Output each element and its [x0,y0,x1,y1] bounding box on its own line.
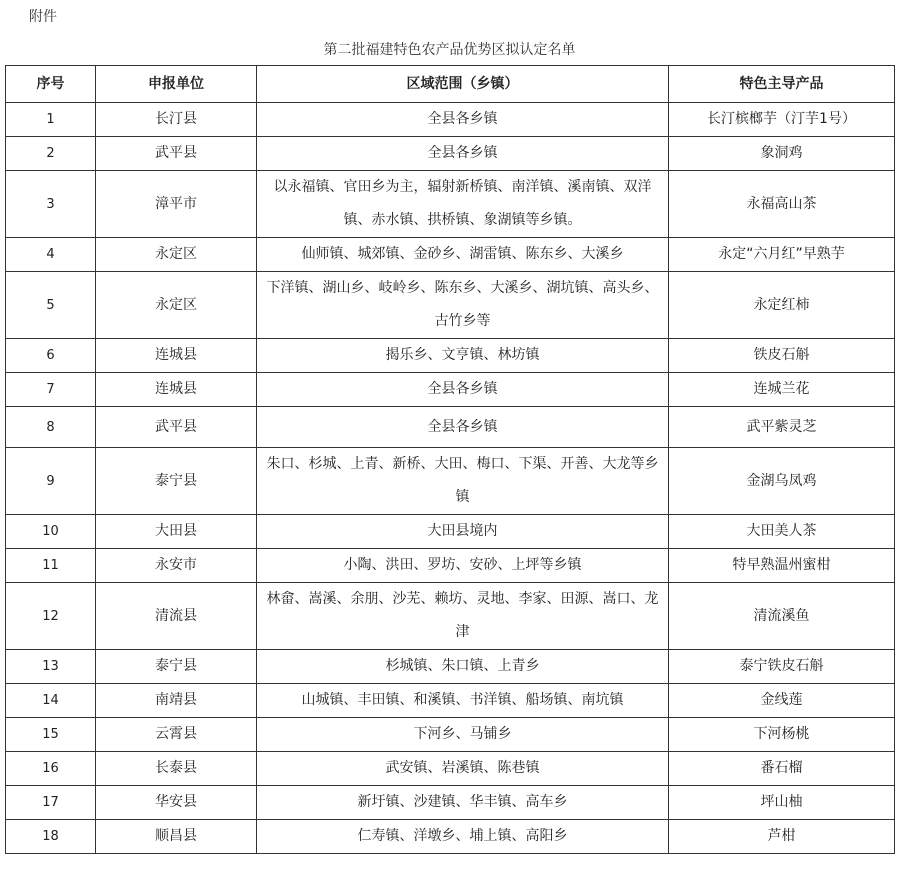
cell-product: 武平紫灵芝 [669,407,895,448]
cell-area: 以永福镇、官田乡为主，辐射新桥镇、南洋镇、溪南镇、双洋镇、赤水镇、拱桥镇、象湖镇等乡镇。 [257,171,669,238]
cell-product: 永福高山茶 [669,171,895,238]
cell-product: 永定“六月红”早熟芋 [669,238,895,272]
cell-no: 15 [6,718,96,752]
cell-no: 17 [6,786,96,820]
cell-no: 16 [6,752,96,786]
cell-no: 13 [6,650,96,684]
cell-product: 铁皮石斛 [669,339,895,373]
cell-area: 揭乐乡、文亨镇、林坊镇 [257,339,669,373]
document-title: 第二批福建特色农产品优势区拟认定名单 [323,42,576,58]
table-row [6,238,895,272]
cell-product: 芦柑 [669,820,895,854]
cell-unit: 连城县 [96,339,257,373]
table-row [6,272,895,339]
table-row [6,339,895,373]
cell-no: 7 [6,373,96,407]
cell-product: 下河杨桃 [669,718,895,752]
cell-no: 5 [6,272,96,339]
cell-area: 大田县境内 [257,515,669,549]
cell-area: 下河乡、马铺乡 [257,718,669,752]
cell-unit: 永定区 [96,272,257,339]
cell-product: 清流溪鱼 [669,583,895,650]
cell-no: 2 [6,137,96,171]
cell-area: 新圩镇、沙建镇、华丰镇、高车乡 [257,786,669,820]
cell-no: 9 [6,448,96,515]
header-product: 特色主导产品 [669,66,895,103]
cell-area: 杉城镇、朱口镇、上青乡 [257,650,669,684]
cell-unit: 武平县 [96,137,257,171]
cell-unit: 长汀县 [96,103,257,137]
cell-no: 18 [6,820,96,854]
cell-product: 金湖乌凤鸡 [669,448,895,515]
table-row [6,549,895,583]
table-row [6,718,895,752]
table-row [6,448,895,515]
cell-unit: 永安市 [96,549,257,583]
cell-no: 8 [6,407,96,448]
cell-product: 永定红柿 [669,272,895,339]
table-row [6,515,895,549]
cell-unit: 南靖县 [96,684,257,718]
table-row [6,103,895,137]
table-body [6,103,895,854]
table-row [6,407,895,448]
table-row [6,583,895,650]
cell-no: 14 [6,684,96,718]
cell-area: 仙师镇、城郊镇、金砂乡、湖雷镇、陈东乡、大溪乡 [257,238,669,272]
attachment-label: 附件 [29,9,57,25]
cell-area: 全县各乡镇 [257,137,669,171]
cell-no: 1 [6,103,96,137]
cell-area: 山城镇、丰田镇、和溪镇、书洋镇、船场镇、南坑镇 [257,684,669,718]
cell-area: 全县各乡镇 [257,103,669,137]
cell-unit: 大田县 [96,515,257,549]
cell-product: 大田美人茶 [669,515,895,549]
cell-product: 长汀槟榔芋（汀芋1号） [669,103,895,137]
cell-area: 朱口、杉城、上青、新桥、大田、梅口、下渠、开善、大龙等乡镇 [257,448,669,515]
cell-product: 象洞鸡 [669,137,895,171]
table-row [6,684,895,718]
table-row [6,752,895,786]
table-row [6,786,895,820]
header-no: 序号 [6,66,96,103]
cell-unit: 永定区 [96,238,257,272]
cell-area: 下洋镇、湖山乡、岐岭乡、陈东乡、大溪乡、湖坑镇、高头乡、古竹乡等 [257,272,669,339]
cell-no: 11 [6,549,96,583]
cell-area: 全县各乡镇 [257,373,669,407]
cell-no: 12 [6,583,96,650]
cell-area: 仁寿镇、洋墩乡、埔上镇、高阳乡 [257,820,669,854]
cell-unit: 武平县 [96,407,257,448]
header-area: 区域范围（乡镇） [257,66,669,103]
cell-area: 武安镇、岩溪镇、陈巷镇 [257,752,669,786]
cell-no: 6 [6,339,96,373]
header-unit: 申报单位 [96,66,257,103]
cell-unit: 漳平市 [96,171,257,238]
cell-area: 林畲、嵩溪、余朋、沙芜、赖坊、灵地、李家、田源、嵩口、龙津 [257,583,669,650]
table-header-row [6,66,895,103]
table-row [6,373,895,407]
cell-no: 4 [6,238,96,272]
table-row [6,171,895,238]
cell-no: 10 [6,515,96,549]
cell-unit: 泰宁县 [96,448,257,515]
cell-area: 全县各乡镇 [257,407,669,448]
table-row [6,137,895,171]
table-row [6,650,895,684]
cell-product: 连城兰花 [669,373,895,407]
cell-product: 泰宁铁皮石斛 [669,650,895,684]
cell-unit: 长泰县 [96,752,257,786]
cell-unit: 泰宁县 [96,650,257,684]
cell-unit: 清流县 [96,583,257,650]
cell-no: 3 [6,171,96,238]
list-table [5,65,895,854]
cell-unit: 华安县 [96,786,257,820]
cell-product: 特早熟温州蜜柑 [669,549,895,583]
table-row [6,820,895,854]
cell-unit: 云霄县 [96,718,257,752]
cell-product: 番石榴 [669,752,895,786]
cell-unit: 顺昌县 [96,820,257,854]
cell-product: 坪山柚 [669,786,895,820]
cell-product: 金线莲 [669,684,895,718]
cell-unit: 连城县 [96,373,257,407]
cell-area: 小陶、洪田、罗坊、安砂、上坪等乡镇 [257,549,669,583]
